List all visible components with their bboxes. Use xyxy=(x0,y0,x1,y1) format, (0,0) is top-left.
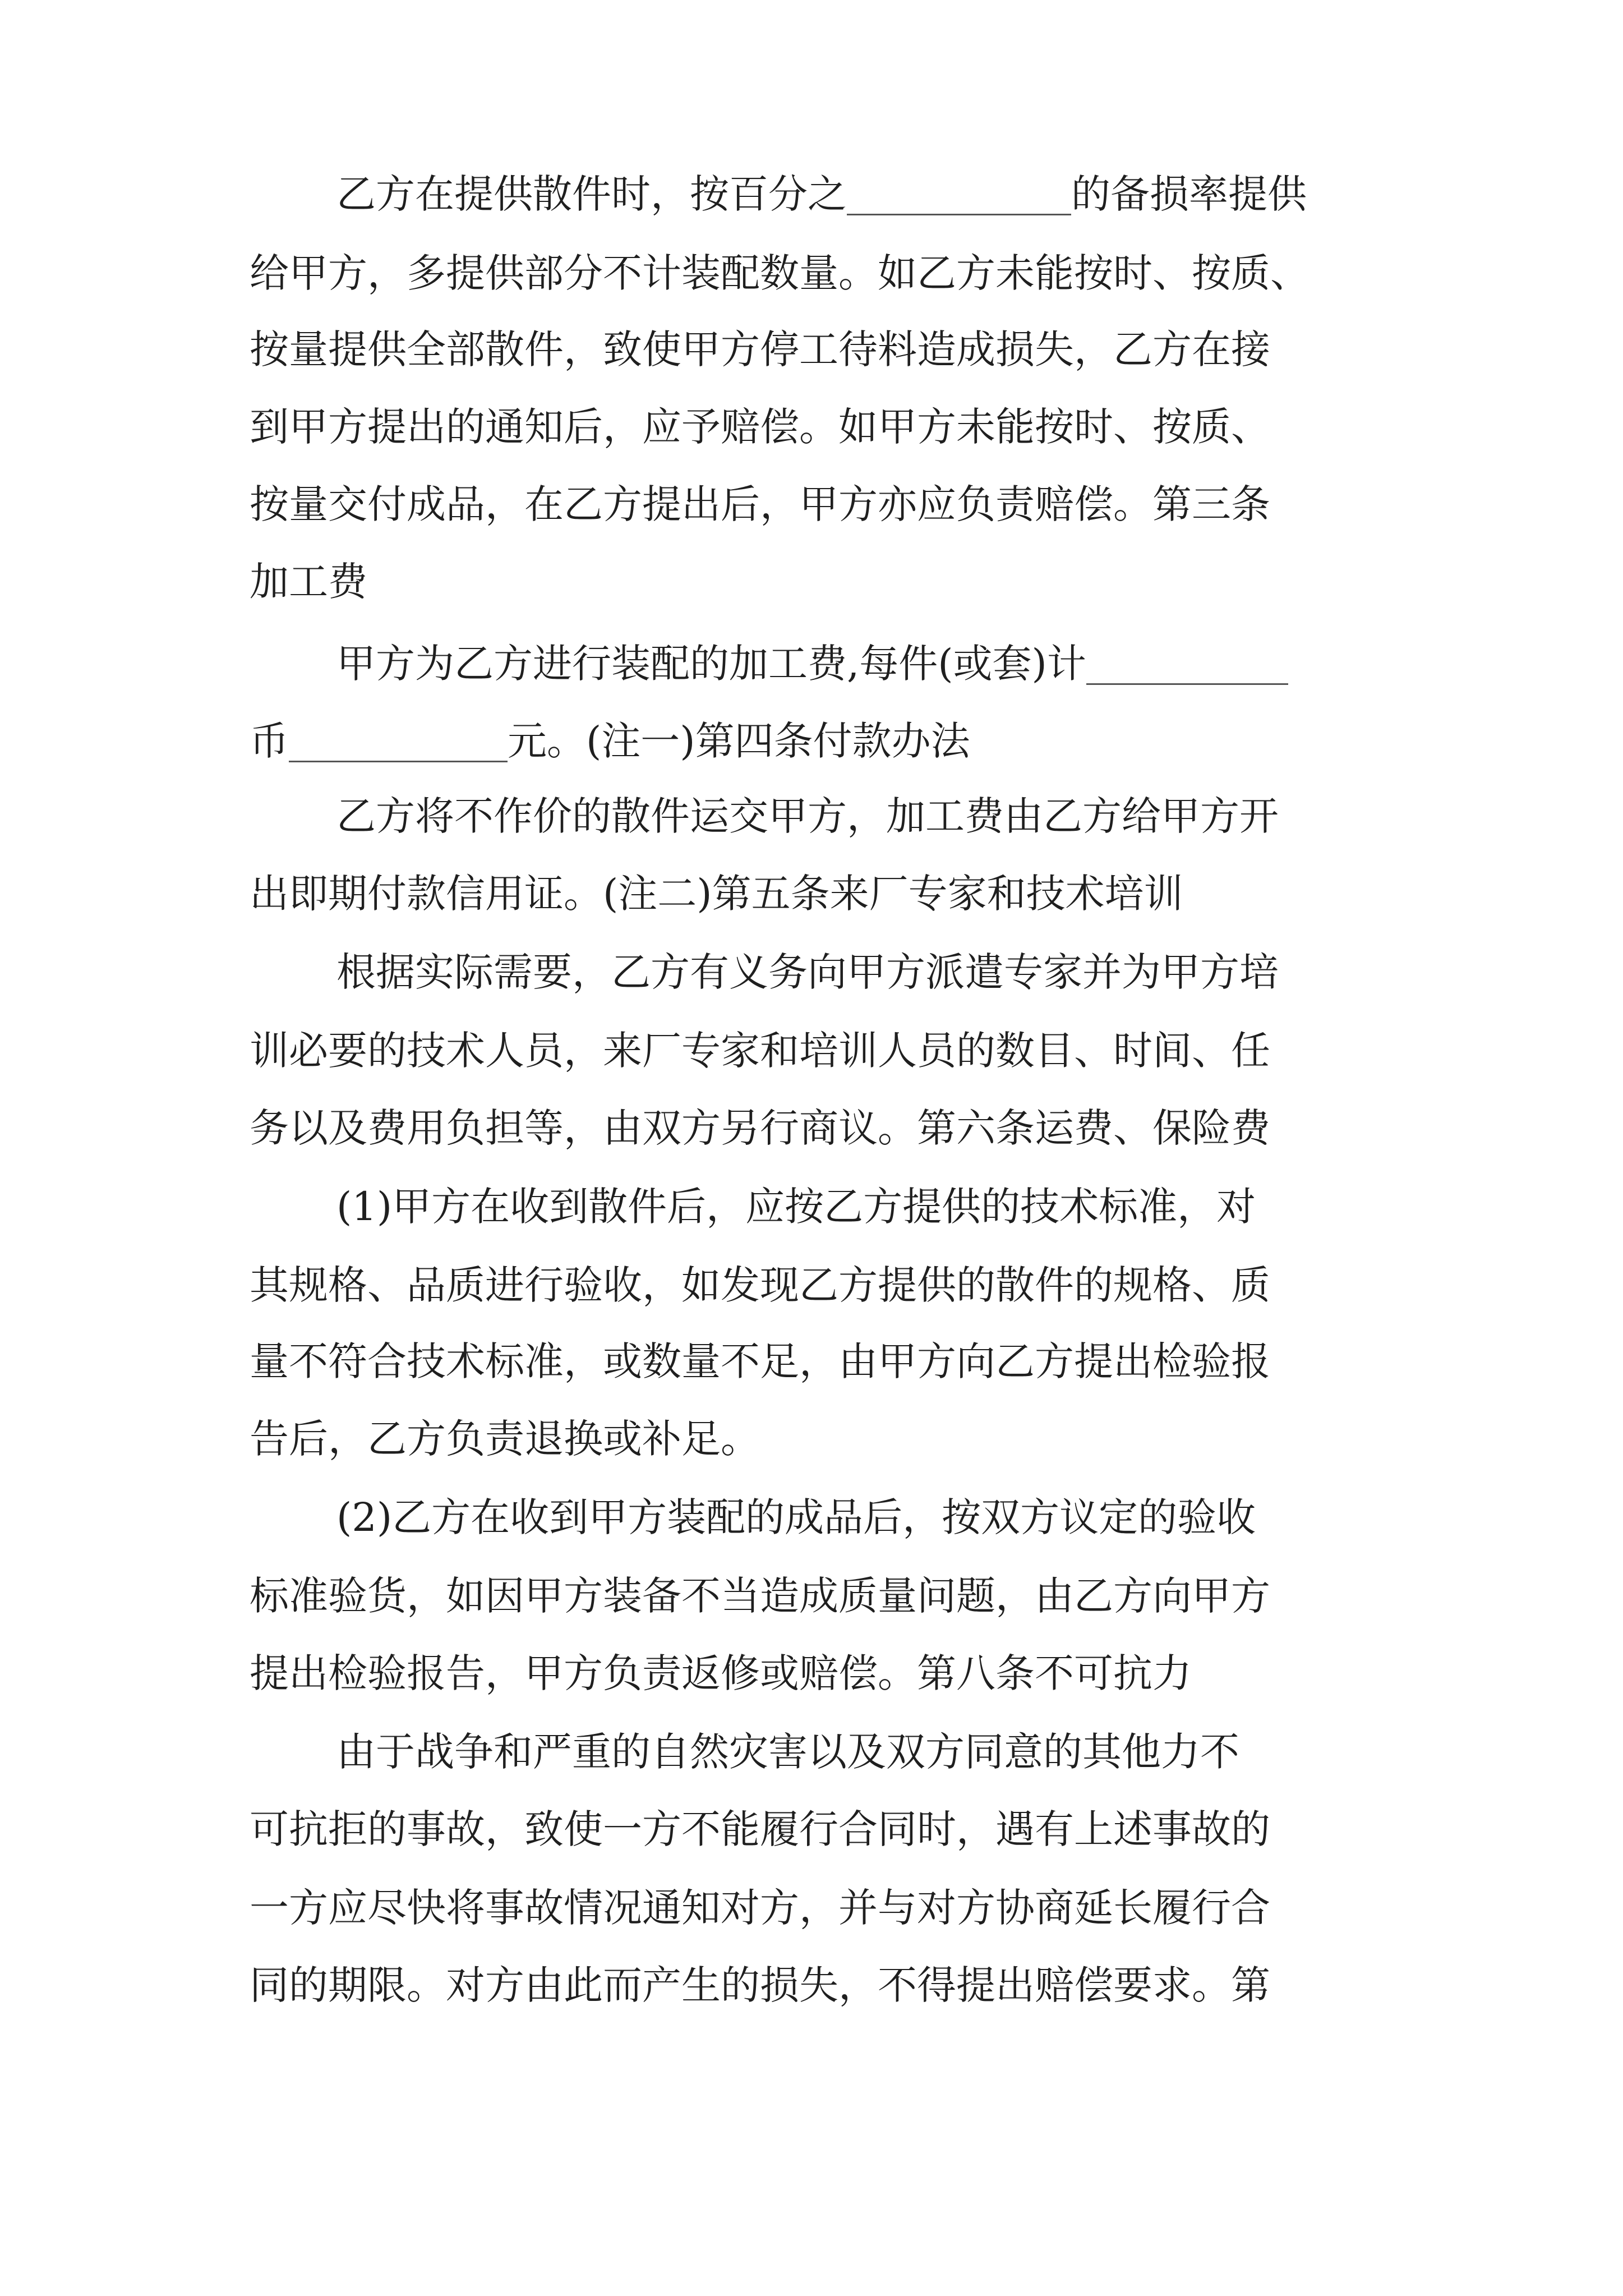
text-segment: 加工费 xyxy=(250,559,367,605)
text-line xyxy=(250,1011,1623,1090)
text-line xyxy=(250,1089,1623,1167)
fill-in-blank xyxy=(289,698,508,754)
text-segment: 训必要的技术人员，来厂专家和培训人员的数目、时间、任 xyxy=(250,1028,1270,1074)
text-segment: 其规格、品质进行验收，如发现乙方提供的散件的规格、质 xyxy=(250,1262,1270,1308)
text-line xyxy=(250,310,1623,389)
text-line xyxy=(336,151,1623,230)
text-line xyxy=(250,1869,1623,1947)
text-line xyxy=(250,1790,1623,1869)
text-segment: 同的期限。对方由此而产生的损失，不得提出赔偿要求。第 xyxy=(250,1962,1270,2008)
text-segment: (1)甲方在收到散件后，应按乙方提供的技术标准，对 xyxy=(336,1184,1256,1230)
text-segment: 由于战争和严重的自然灾害以及双方同意的其他力不 xyxy=(336,1729,1239,1775)
text-segment: 按量提供全部散件，致使甲方停工待料造成损失，乙方在接 xyxy=(250,326,1270,372)
text-line xyxy=(250,1557,1623,1635)
text-line xyxy=(336,1478,1623,1557)
text-line xyxy=(336,777,1623,855)
text-segment: 一方应尽快将事故情况通知对方，并与对方协商延长履行合 xyxy=(250,1885,1270,1931)
text-line xyxy=(250,1400,1623,1478)
text-segment: 的备损率提供 xyxy=(1071,171,1307,217)
text-line xyxy=(250,1246,1623,1324)
text-segment: 甲方为乙方进行装配的加工费,每件(或套)计 xyxy=(336,641,1086,687)
fill-in-blank xyxy=(1086,621,1288,677)
text-line xyxy=(250,1322,1623,1401)
text-line xyxy=(250,465,1623,544)
text-segment: 量不符合技术标准，或数量不足，由甲方向乙方提出检验报 xyxy=(250,1338,1270,1384)
text-segment: 给甲方，多提供部分不计装配数量。如乙方未能按时、按质、 xyxy=(250,250,1310,296)
text-line xyxy=(336,621,1623,700)
text-line xyxy=(250,1634,1623,1713)
text-segment: 币 xyxy=(250,718,289,764)
text-line xyxy=(250,698,1623,777)
text-segment: 告后，乙方负责退换或补足。 xyxy=(250,1416,760,1462)
text-line xyxy=(250,542,1623,621)
text-segment: 元。(注一)第四条付款办法 xyxy=(508,718,970,764)
text-segment: 提出检验报告，甲方负责返修或赔偿。第八条不可抗力 xyxy=(250,1650,1192,1696)
fill-in-blank xyxy=(847,151,1071,208)
text-line xyxy=(336,1713,1623,1791)
text-line xyxy=(250,388,1623,466)
text-line xyxy=(336,933,1623,1011)
text-segment: 到甲方提出的通知后，应予赔偿。如甲方未能按时、按质、 xyxy=(250,404,1270,450)
text-segment: (2)乙方在收到甲方装配的成品后，按双方议定的验收 xyxy=(336,1494,1256,1540)
text-segment: 可抗拒的事故，致使一方不能履行合同时，遇有上述事故的 xyxy=(250,1806,1270,1852)
text-line xyxy=(336,1167,1623,1246)
text-segment: 乙方将不作价的散件运交甲方，加工费由乙方给甲方开 xyxy=(336,793,1279,839)
text-line xyxy=(250,1946,1623,2024)
text-segment: 务以及费用负担等，由双方另行商议。第六条运费、保险费 xyxy=(250,1105,1270,1151)
text-line xyxy=(250,854,1623,933)
text-segment: 乙方在提供散件时，按百分之 xyxy=(336,171,847,217)
text-line xyxy=(250,234,1623,312)
text-segment: 根据实际需要，乙方有义务向甲方派遣专家并为甲方培 xyxy=(336,949,1279,995)
text-segment: 按量交付成品，在乙方提出后，甲方亦应负责赔偿。第三条 xyxy=(250,481,1270,527)
text-segment: 标准验货，如因甲方装备不当造成质量问题，由乙方向甲方 xyxy=(250,1573,1270,1619)
text-segment: 出即期付款信用证。(注二)第五条来厂专家和技术培训 xyxy=(250,871,1183,917)
